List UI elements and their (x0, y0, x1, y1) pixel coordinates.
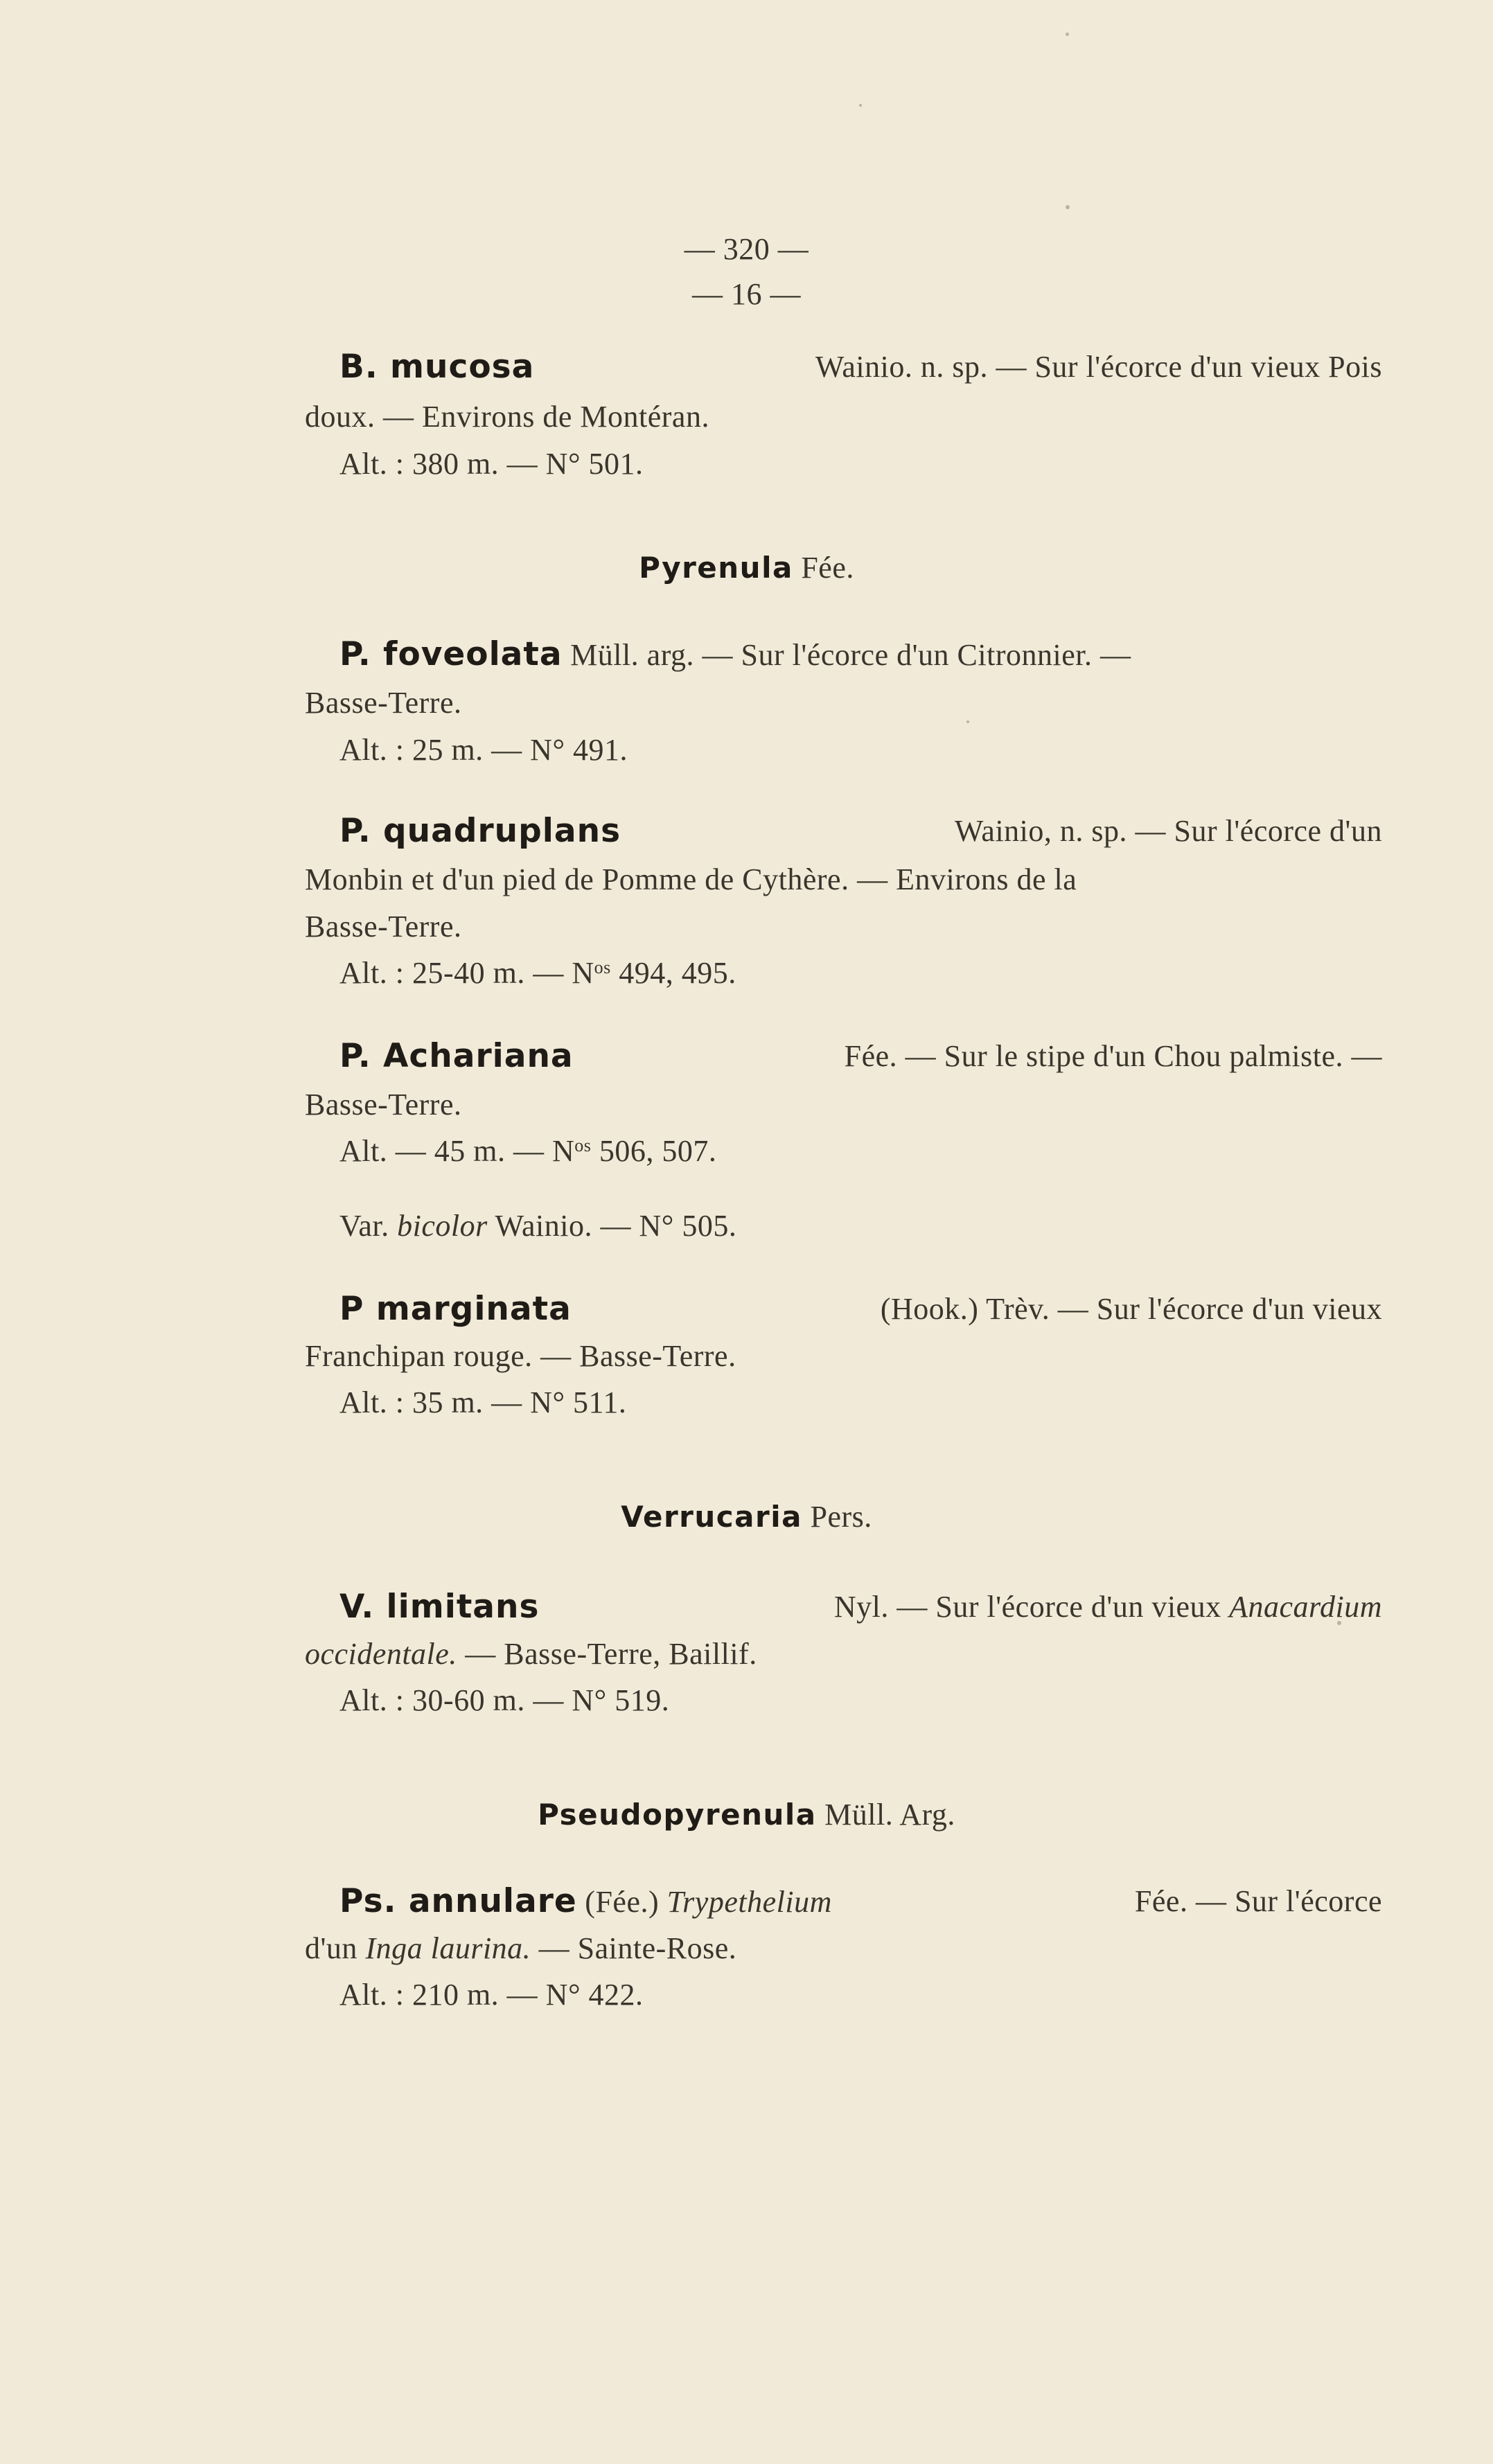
genus-heading-verrucaria: Verrucaria Pers. (621, 1500, 872, 1534)
entry-p-foveolata-line2: Basse-Terre. (305, 686, 462, 720)
entry-p-achariana-line2: Basse-Terre. (305, 1088, 462, 1122)
entry-p-marginata-line3: Alt. : 35 m. — N° 511. (339, 1385, 627, 1419)
entry-var-bicolor: Var. bicolor Wainio. — N° 505. (339, 1209, 737, 1243)
entry-p-quadruplans-line1 (339, 810, 1382, 852)
genus-heading-pyrenula: Pyrenula Fée. (639, 551, 854, 585)
entry-p-foveolata-line1 (339, 634, 1131, 676)
entry-p-achariana-line1 (339, 1036, 1382, 1077)
entry-v-limitans-line1 (339, 1586, 1382, 1628)
page-number-primary: — 320 — (684, 232, 809, 266)
paper-speck (1066, 33, 1069, 36)
entry-p-quadruplans-line4: Alt. : 25-40 m. — $N^{os}$ 494, 495. (339, 956, 736, 990)
entry-p-achariana-line3: Alt. — 45 m. — $N^{os}$ 506, 507. (339, 1134, 717, 1168)
entry-v-limitans-line2: occidentale. — Basse-Terre, Baillif. (305, 1637, 757, 1671)
paper-speck (966, 720, 969, 723)
paper-speck (1066, 205, 1070, 209)
entry-p-quadruplans-line2: Monbin et d'un pied de Pomme de Cythère. — Environs de la (305, 862, 1077, 896)
entry-v-limitans-line3: Alt. : 30-60 m. — N° 519. (339, 1683, 670, 1717)
entry-b-mucosa-line1 (339, 346, 1382, 388)
entry-p-marginata-line1 (339, 1288, 1382, 1330)
entry-text: Müll. arg. — Sur l'écorce d'un Citronnier. — (570, 638, 1131, 672)
species-name: B. mucosa (339, 348, 535, 386)
entry-text: Wainio, n. sp. — Sur l'écorce d'un (954, 814, 1382, 848)
entry-b-mucosa-line2: doux. — Environs de Montéran. (305, 400, 709, 434)
entry-text: Fée. — Sur l'écorce (1134, 1884, 1382, 1918)
entry-text: Nyl. — Sur l'écorce d'un vieux Anacardium (833, 1590, 1382, 1624)
entry-p-marginata-line2: Franchipan rouge. — Basse-Terre. (305, 1339, 736, 1373)
species-name: P marginata (339, 1290, 572, 1328)
entry-b-mucosa-line3: Alt. : 380 m. — N° 501. (339, 447, 644, 481)
species-name: P. foveolata (339, 635, 563, 673)
entry-ps-annulare-line2: d'un Inga laurina. — Sainte-Rose. (305, 1931, 737, 1965)
entry-p-foveolata-line3: Alt. : 25 m. — N° 491. (339, 733, 628, 767)
species-name: V. limitans (339, 1588, 540, 1626)
entry-text: Wainio. n. sp. — Sur l'écorce d'un vieux Pois (815, 350, 1382, 384)
entry-text: Fée. — Sur le stipe d'un Chou palmiste. — (844, 1039, 1382, 1073)
entry-ps-annulare-line1: Ps. annulare (Fée.) Trypethelium Fée. — Sur l'écorce (339, 1881, 1382, 1923)
entry-p-quadruplans-line3: Basse-Terre. (305, 910, 462, 943)
entry-ps-annulare-line3: Alt. : 210 m. — N° 422. (339, 1978, 644, 2012)
paper-speck (859, 104, 862, 107)
genus-heading-pseudopyrenula: Pseudopyrenula Müll. Arg. (538, 1798, 955, 1832)
species-name: P. Achariana (339, 1037, 574, 1075)
species-name: Ps. annulare (339, 1882, 577, 1920)
page-number-secondary: — 16 — (692, 277, 801, 311)
species-name: P. quadruplans (339, 812, 621, 850)
entry-text: (Hook.) Trèv. — Sur l'écorce d'un vieux (880, 1292, 1382, 1326)
